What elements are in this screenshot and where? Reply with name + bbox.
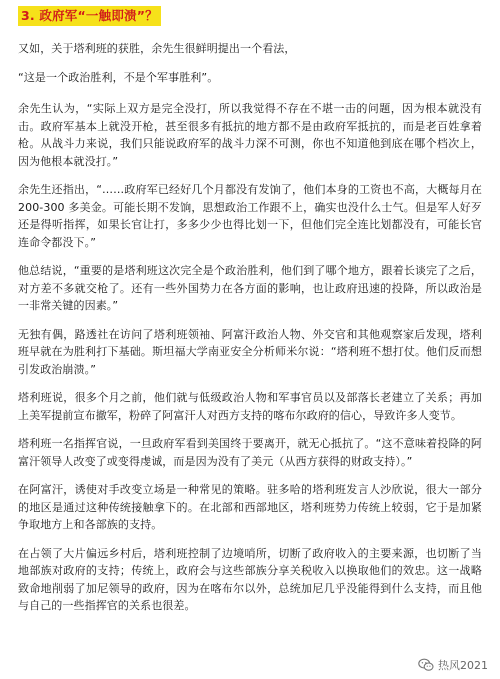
paragraph-reuters: 无独有偶，路透社在访问了塔利班领袖、阿富汗政治人物、外交官和其他观察家后发现，塔利班早就在为胜利打下基础。斯坦福大学南亚安全分析师米尔说：“塔利班不想打仗。他们反而想引发政治崩溃。” <box>18 327 482 376</box>
paragraph-relationships: 塔利班说，很多个月之前，他们就与低级政治人物和军事官员以及部落长老建立了关系；再加上美军提前宣布撤军，粉碎了阿富汗人对西方支持的喀布尔政府的信心，导致许多人变节。 <box>18 391 482 422</box>
paragraph-commander: 塔利班一名指挥官说，一旦政府军看到美国终于要离开，就无心抵抗了。“这不意味着投降的阿富汗领导人改变了或变得虔诚，而是因为没有了美元（从西方获得的财政支持）。” <box>18 437 482 468</box>
paragraph-political-victory: 他总结说，“重要的是塔利班这次完全是个政治胜利，他们到了哪个地方，跟着长谈完了之后，对方差不多就交枪了。还有一些外国势力在各方面的影响，也让政府迅速的投降，所以政治是一非常关键的因素。” <box>18 264 482 312</box>
paragraph-no-fight: 余先生认为，“实际上双方是完全没打，所以我觉得不存在不堪一击的问题，因为根本就没有击。政府军基本上就没开枪，甚至很多有抵抗的地方都不是由政府军抵抗的，而是老百姓拿着枪。从战斗力来说，我们只能说政府军的战斗力深不可测，你也不知道他到底在哪个档次上，因为他根本就没打。” <box>18 102 482 168</box>
paragraph-intro: 又如，关于塔利班的获胜，余先生很鲜明提出一个看法， <box>18 42 296 55</box>
paragraph-border-control: 在占领了大片偏远乡村后，塔利班控制了边境哨所，切断了政府收入的主要来源，也切断了当地部族对政府的支持；传统上，政府会与这些部族分享关税收入以换取他们的效忠。这一战略致命地削弱了加尼领导的政府，因为在喀布尔以外，总统加尼几乎没能得到什么支持，而且他与自己的一些指挥官的关系也很差。 <box>18 546 482 612</box>
section-heading: 3. 政府军“一触即溃”？ <box>18 6 161 26</box>
paragraph-unpaid-soldiers: 余先生还指出，“……政府军已经好几个月都没有发饷了，他们本身的工资也不高，大概每月在 200-300 多美金。可能长期不发饷，思想政治工作跟不上，确实也没什么士气。但是军人好歹还是得听指挥，如果长官让打，多多少少也得比划一下，但他们完全连比划都没有，可能长官连命令都没下。” <box>18 183 482 249</box>
section-heading-wrap <box>18 5 482 26</box>
paragraph-quote: “这是一个政治胜利，不是个军事胜利”。 <box>18 70 219 84</box>
watermark-label: 热风2021 <box>438 659 488 672</box>
watermark <box>418 657 488 673</box>
paragraph-strategy: 在阿富汗，诱使对手改变立场是一种常见的策略。驻多哈的塔利班发言人沙欣说，很大一部分的地区是通过这种传统接触拿下的。在北部和西部地区，塔利班势力传统上较弱，它于是加紧争取地方上和各部族的支持。 <box>18 483 482 531</box>
wechat-icon <box>418 658 434 672</box>
